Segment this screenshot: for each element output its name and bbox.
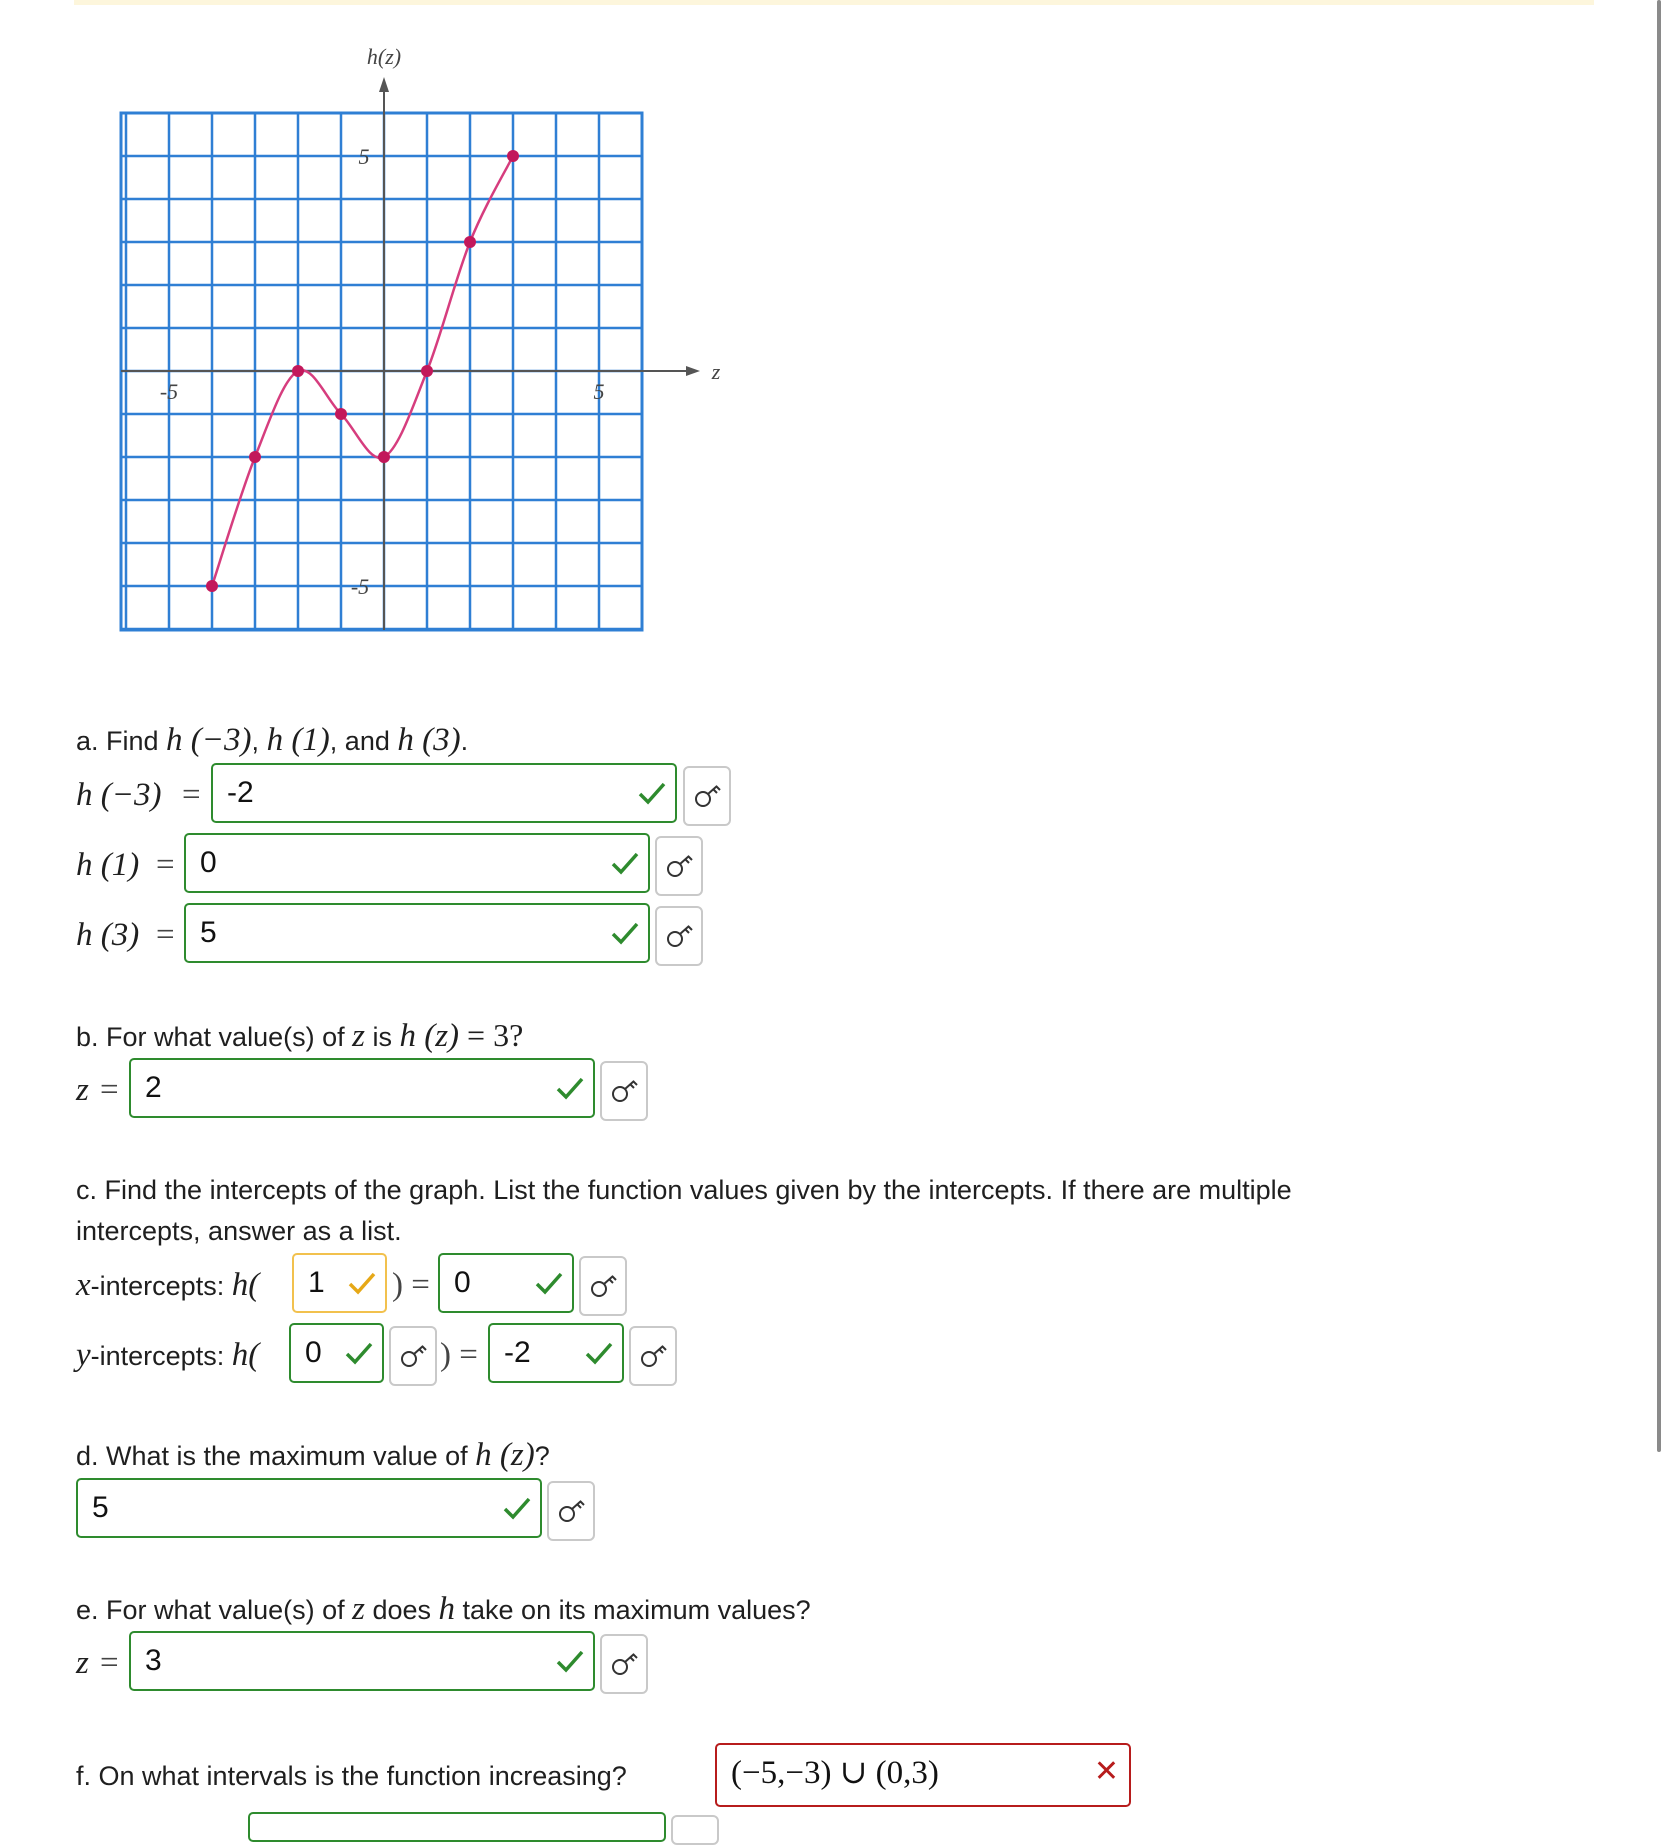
part-e-label: z	[76, 1645, 89, 1681]
x-axis-arrow	[686, 366, 700, 376]
check-icon	[584, 1339, 614, 1367]
key-icon-button[interactable]	[629, 1326, 677, 1386]
y-intercept-value-input[interactable]	[488, 1323, 624, 1383]
x-intercept-arg-value: 1	[308, 1266, 325, 1299]
data-point	[292, 365, 304, 377]
key-icon-button[interactable]	[547, 1481, 595, 1541]
key-icon	[589, 1272, 619, 1300]
vertical-scrollbar[interactable]	[1657, 0, 1661, 1452]
x-intercept-value-input[interactable]	[438, 1253, 574, 1313]
next-answer-input[interactable]	[248, 1812, 666, 1842]
check-icon	[610, 849, 640, 877]
y-intercept-close-equals: ) =	[440, 1337, 478, 1373]
part-a-row1-equals: =	[182, 777, 201, 813]
part-b-equals: =	[100, 1072, 119, 1108]
check-icon	[610, 919, 640, 947]
data-point	[464, 236, 476, 248]
data-point	[507, 150, 519, 162]
x-tick-label-5: 5	[593, 379, 605, 404]
key-icon-button[interactable]	[600, 1061, 648, 1121]
x-intercept-arg-input[interactable]	[292, 1253, 387, 1313]
part-c-prompt-line1: c. Find the intercepts of the graph. List the function values given by the intercepts. If there are multiple	[76, 1175, 1292, 1205]
key-icon-button[interactable]	[389, 1326, 437, 1386]
part-b-prompt: b. For what value(s) of z is h (z) = 3?	[76, 1017, 524, 1054]
x-intercepts-label: x-intercepts: h(	[76, 1267, 260, 1303]
data-point	[206, 580, 218, 592]
data-point	[421, 365, 433, 377]
increasing-intervals-value: (−5,−3) ∪ (0,3)	[731, 1755, 939, 1791]
y-intercepts-label: y-intercepts: h(	[76, 1337, 260, 1373]
y-tick-label-5: 5	[358, 144, 370, 169]
y-tick-label-neg5: -5	[350, 574, 370, 599]
key-icon	[639, 1342, 669, 1370]
x-intercept-close-equals: ) =	[392, 1267, 430, 1303]
max-value: 5	[92, 1491, 109, 1524]
part-d-prompt: d. What is the maximum value of h (z)?	[76, 1437, 550, 1473]
h-1-input[interactable]	[184, 833, 650, 893]
h-neg3-input[interactable]	[211, 763, 677, 823]
data-point	[378, 451, 390, 463]
max-z-input[interactable]	[129, 1631, 595, 1691]
part-a-prompt: a. Find h (−3), h (1), and h (3).	[76, 722, 469, 758]
data-point	[335, 408, 347, 420]
incorrect-x-icon: ✕	[1093, 1755, 1119, 1788]
check-icon	[502, 1494, 532, 1522]
increasing-intervals-input[interactable]	[715, 1743, 1131, 1807]
y-intercept-arg-input[interactable]	[289, 1323, 384, 1383]
part-a-row3-label: h (3)	[76, 917, 140, 953]
x-intercept-value: 0	[454, 1266, 471, 1299]
part-f-prompt: f. On what intervals is the function increasing?	[76, 1761, 627, 1791]
y-intercept-arg-value: 0	[305, 1336, 322, 1369]
key-icon-button[interactable]	[671, 1815, 719, 1845]
key-icon	[665, 852, 695, 880]
max-z-value: 3	[145, 1644, 162, 1677]
key-icon-button[interactable]	[579, 1256, 627, 1316]
part-e-prompt: e. For what value(s) of z does h take on its maximum values?	[76, 1591, 811, 1627]
graph-svg	[110, 30, 730, 650]
key-icon	[399, 1342, 429, 1370]
x-axis-label: z	[711, 359, 721, 384]
max-value-input[interactable]	[76, 1478, 542, 1538]
h-3-value: 5	[200, 916, 217, 949]
key-icon	[557, 1497, 587, 1525]
partial-check-icon	[347, 1269, 377, 1297]
key-icon	[610, 1077, 640, 1105]
key-icon	[665, 922, 695, 950]
part-a-row2-equals: =	[156, 847, 175, 883]
z-value: 2	[145, 1071, 162, 1104]
h-3-input[interactable]	[184, 903, 650, 963]
graph-title: h(z)	[366, 44, 402, 69]
h-neg3-value: -2	[227, 776, 254, 809]
h-1-value: 0	[200, 846, 217, 879]
part-a-row1-label: h (−3)	[76, 777, 162, 813]
check-icon	[344, 1339, 374, 1367]
y-intercept-value: -2	[504, 1336, 531, 1369]
key-icon	[610, 1650, 640, 1678]
top-banner-strip	[74, 0, 1594, 5]
function-graph	[110, 30, 730, 650]
check-icon	[534, 1269, 564, 1297]
key-icon-button[interactable]	[683, 766, 731, 826]
part-e-equals: =	[100, 1645, 119, 1681]
part-a-row2-label: h (1)	[76, 847, 140, 883]
x-tick-label-neg5: -5	[159, 379, 179, 404]
part-b-label: z	[76, 1072, 89, 1108]
key-icon-button[interactable]	[655, 906, 703, 966]
key-icon-button[interactable]	[600, 1634, 648, 1694]
key-icon-button[interactable]	[655, 836, 703, 896]
part-a-row3-equals: =	[156, 917, 175, 953]
key-icon	[693, 782, 723, 810]
y-axis-arrow	[379, 77, 389, 92]
check-icon	[637, 779, 667, 807]
check-icon	[555, 1647, 585, 1675]
part-c-prompt-line2: intercepts, answer as a list.	[76, 1216, 402, 1246]
check-icon	[555, 1074, 585, 1102]
z-value-input[interactable]	[129, 1058, 595, 1118]
data-point	[249, 451, 261, 463]
